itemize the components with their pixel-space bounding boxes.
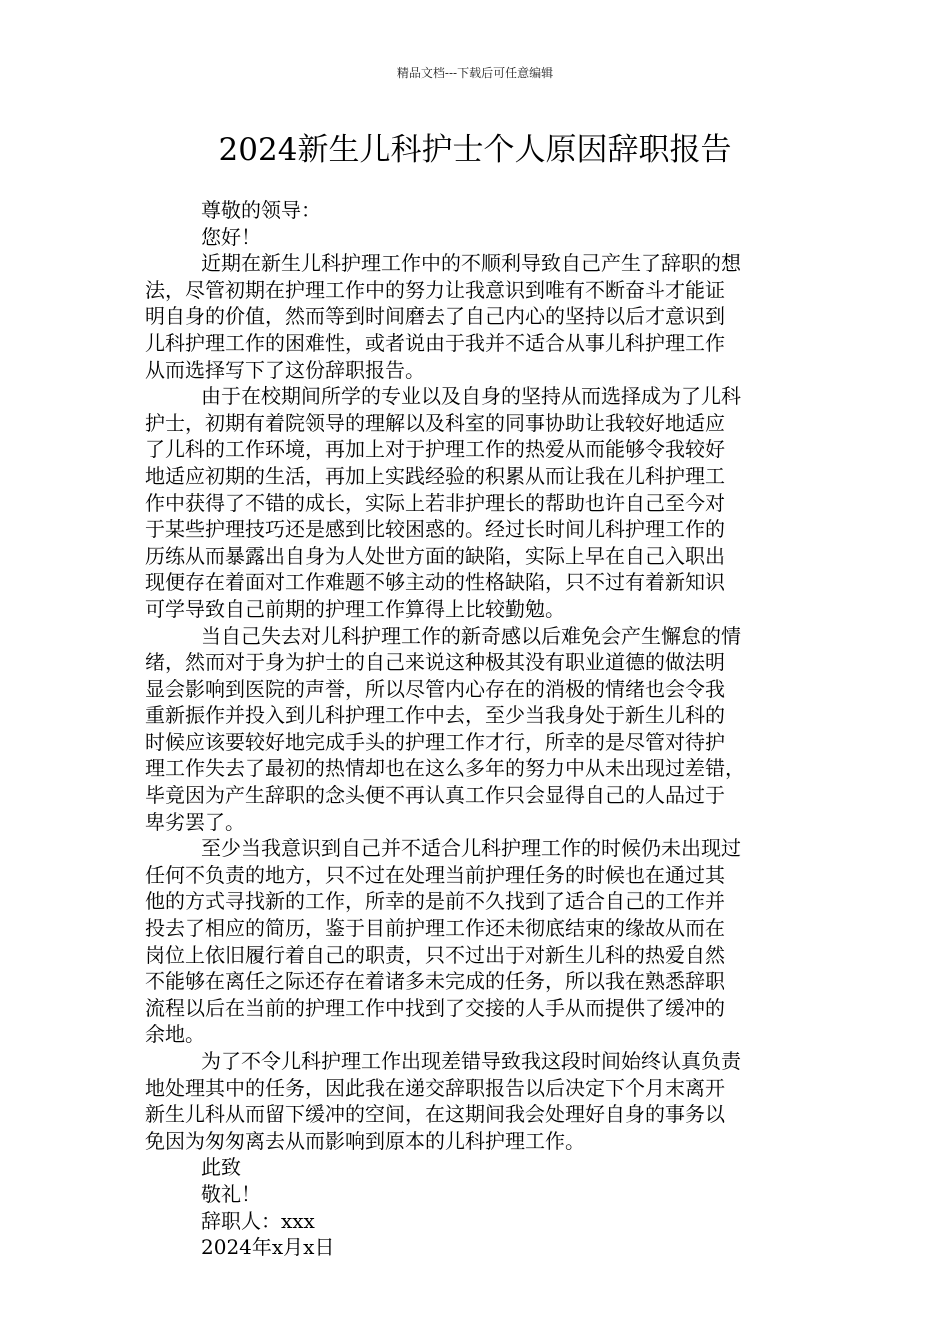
paragraph-line: 他的方式寻找新的工作，所幸的是前不久找到了适合自己的工作并 <box>145 889 725 914</box>
paragraph-line: 显会影响到医院的声誉，所以尽管内心存在的消极的情绪也会令我 <box>145 676 725 701</box>
paragraph-5 <box>145 1048 809 1154</box>
paragraph-line: 重新振作并投入到儿科护理工作中去，至少当我身处于新生儿科的 <box>145 703 725 728</box>
header-note: 精品文档---下载后可任意编辑 <box>396 66 554 80</box>
paragraph-line: 当自己失去对儿科护理工作的新奇感以后难免会产生懈怠的情 <box>201 623 741 648</box>
paragraph-line: 可学导致自己前期的护理工作算得上比较勤勉。 <box>145 596 565 621</box>
paragraph-line: 流程以后在当前的护理工作中找到了交接的人手从而提供了缓冲的 <box>145 995 725 1020</box>
paragraph-3 <box>145 623 809 836</box>
paragraph-line: 历练从而暴露出自身为人处世方面的缺陷，实际上早在自己入职出 <box>145 543 725 568</box>
paragraph-line: 地适应初期的生活，再加上实践经验的积累从而让我在儿科护理工 <box>145 463 725 488</box>
paragraph-line: 投去了相应的简历，鉴于目前护理工作还未彻底结束的缘故从而在 <box>145 916 725 941</box>
paragraph-line: 至少当我意识到自己并不适合儿科护理工作的时候仍未出现过 <box>201 836 741 861</box>
paragraph-line: 护士，初期有着院领导的理解以及科室的同事协助让我较好地适应 <box>145 410 725 435</box>
salutation: 尊敬的领导： <box>201 198 321 222</box>
paragraph-4 <box>145 835 809 1048</box>
paragraph-line: 毕竟因为产生辞职的念头便不再认真工作只会显得自己的人品过于 <box>145 783 725 808</box>
paragraph-line: 地处理其中的任务，因此我在递交辞职报告以后决定下个月末离开 <box>145 1075 725 1100</box>
paragraph-line: 作中获得了不错的成长，实际上若非护理长的帮助也许自己至今对 <box>145 490 725 515</box>
paragraph-line: 明自身的价值，然而等到时间磨去了自己内心的坚持以后才意识到 <box>145 304 725 329</box>
paragraph-line: 理工作失去了最初的热情却也在这么多年的努力中从未出现过差错， <box>145 756 745 781</box>
paragraph-2 <box>145 383 809 622</box>
paragraph-line: 时候应该要较好地完成手头的护理工作才行，所幸的是尽管对待护 <box>145 729 725 754</box>
paragraph-line: 近期在新生儿科护理工作中的不顺利导致自己产生了辞职的想 <box>201 251 741 276</box>
paragraph-line: 儿科护理工作的困难性，或者说由于我并不适合从事儿科护理工作 <box>145 330 725 355</box>
paragraph-line: 法，尽管初期在护理工作中的努力让我意识到唯有不断奋斗才能证 <box>145 277 725 302</box>
paragraph-line: 从而选择写下了这份辞职报告。 <box>145 357 425 382</box>
greeting: 您好！ <box>201 224 261 249</box>
signature: 辞职人：xxx <box>201 1208 315 1233</box>
date: 2024年x月x日 <box>201 1235 335 1260</box>
paragraph-line: 卑劣罢了。 <box>145 809 245 834</box>
closing-line-1: 此致 <box>201 1155 241 1180</box>
document-title: 2024新生儿科护士个人原因辞职报告 <box>218 132 732 168</box>
paragraph-line: 于某些护理技巧还是感到比较困惑的。经过长时间儿科护理工作的 <box>145 517 725 542</box>
paragraph-line: 了儿科的工作环境，再加上对于护理工作的热爱从而能够令我较好 <box>145 437 725 462</box>
letter-body <box>145 197 809 1261</box>
closing-line-2: 敬礼！ <box>201 1181 261 1206</box>
paragraph-line: 由于在校期间所学的专业以及自身的坚持从而选择成为了儿科 <box>201 384 741 409</box>
paragraph-line: 岗位上依旧履行着自己的职责，只不过出于对新生儿科的热爱自然 <box>145 942 725 967</box>
paragraph-line: 免因为匆匆离去从而影响到原本的儿科护理工作。 <box>145 1128 585 1153</box>
paragraph-line: 为了不令儿科护理工作出现差错导致我这段时间始终认真负责 <box>201 1049 741 1073</box>
paragraph-line: 不能够在离任之际还存在着诸多未完成的任务，所以我在熟悉辞职 <box>145 969 725 994</box>
paragraph-line: 现便存在着面对工作难题不够主动的性格缺陷，只不过有着新知识 <box>145 570 725 595</box>
paragraph-line: 绪，然而对于身为护士的自己来说这种极其没有职业道德的做法明 <box>145 650 725 675</box>
paragraph-line: 余地。 <box>145 1022 205 1047</box>
paragraph-1 <box>145 250 809 383</box>
paragraph-line: 新生儿科从而留下缓冲的空间，在这期间我会处理好自身的事务以 <box>145 1102 725 1127</box>
paragraph-line: 任何不负责的地方，只不过在处理当前护理任务的时候也在通过其 <box>145 862 725 887</box>
